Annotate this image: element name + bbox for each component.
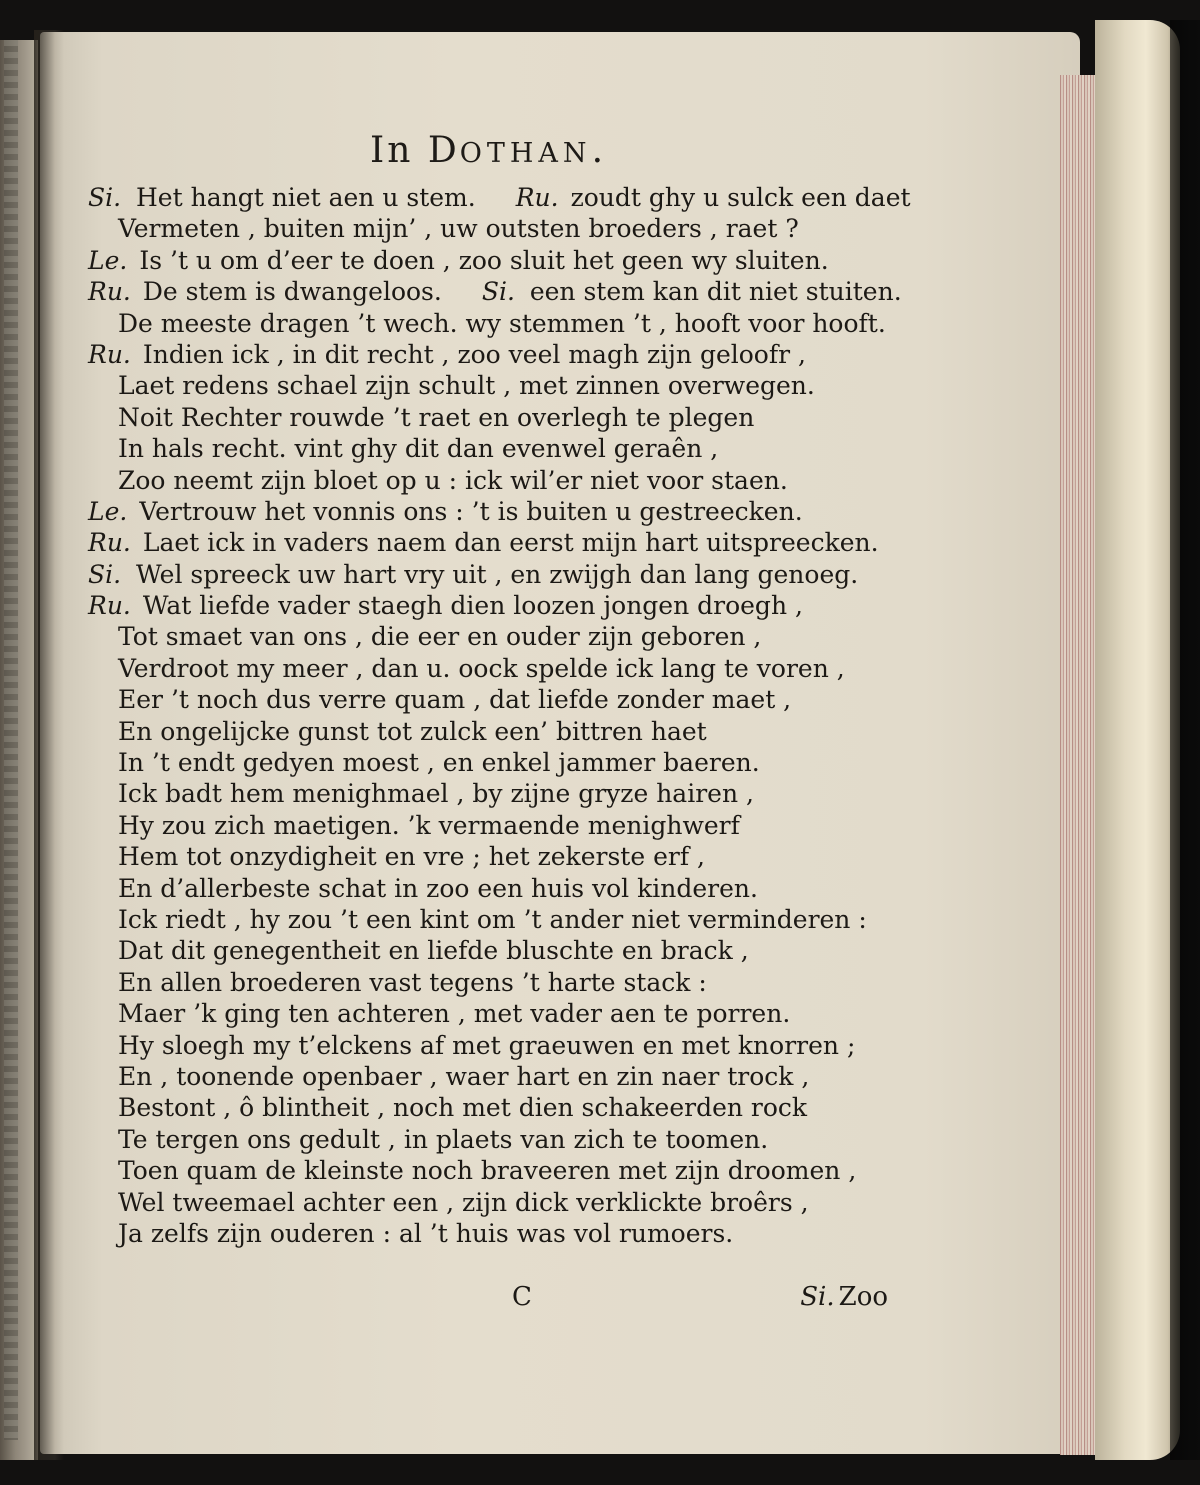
page-footer bbox=[88, 1282, 888, 1316]
verse-text-segment: Bestont , ô blintheit , noch met dien schakeerden rock bbox=[118, 1093, 808, 1123]
catchword-word: Zoo bbox=[838, 1282, 888, 1312]
verse-text-segment: Eer ’t noch dus verre quam , dat liefde zonder maet , bbox=[118, 685, 792, 715]
signature-mark: C bbox=[512, 1282, 532, 1312]
verse-text-segment: En , toonende openbaer , waer hart en zin naer trock , bbox=[118, 1061, 810, 1091]
verse-text-segment: De meeste dragen ’t wech. wy stemmen ’t , hooft voor hooft. bbox=[118, 308, 886, 338]
verse-text-segment: En ongelijcke gunst tot zulck een’ bittren haet bbox=[118, 716, 707, 746]
verse-text bbox=[88, 182, 958, 1249]
spine-binding bbox=[4, 40, 18, 1440]
verse-text-segment: Toen quam de kleinste noch braveeren met zijn droomen , bbox=[118, 1156, 857, 1186]
verse-line bbox=[88, 308, 958, 339]
verse-line bbox=[88, 559, 958, 590]
verse-text-segment: Tot smaet van ons , die eer en ouder zijn geboren , bbox=[118, 622, 762, 652]
running-head-rest: OTHAN bbox=[459, 138, 592, 169]
verse-text-segment: Wel tweemael achter een , zijn dick verklickte broêrs , bbox=[118, 1187, 809, 1217]
verse-text-segment: Noit Rechter rouwde ’t raet en overlegh te plegen bbox=[118, 402, 755, 432]
verse-line bbox=[88, 276, 958, 307]
verse-text-segment: En d’allerbeste schat in zoo een huis vol kinderen. bbox=[118, 873, 758, 903]
speaker-label: Ru. bbox=[88, 277, 131, 307]
verse-line bbox=[88, 496, 958, 527]
verse-text-segment: Maer ’k ging ten achteren , met vader aen te porren. bbox=[118, 999, 791, 1029]
verse-text-segment: Te tergen ons gedult , in plaets van zich te toomen. bbox=[118, 1124, 769, 1154]
verse-text-segment: Ja zelfs zijn ouderen : al ’t huis was vol rumoers. bbox=[118, 1218, 734, 1248]
verse-text-segment: een stem kan dit niet stuiten. bbox=[529, 277, 902, 307]
speaker-label: Ru. bbox=[88, 528, 131, 558]
verse-line bbox=[88, 1187, 958, 1218]
verse-text-segment: zoudt ghy u sulck een daet bbox=[570, 183, 911, 212]
verse-line bbox=[88, 1218, 958, 1249]
verse-line bbox=[88, 590, 958, 621]
speaker-label: Si. bbox=[481, 277, 515, 307]
catchword bbox=[800, 1282, 888, 1312]
verse-line bbox=[88, 684, 958, 715]
verse-text-segment: Zoo neemt zijn bloet op u : ick wil’er niet voor staen. bbox=[118, 465, 788, 495]
verse-line bbox=[88, 339, 958, 370]
verse-line bbox=[88, 653, 958, 684]
vellum-cover bbox=[1095, 20, 1180, 1460]
verse-line bbox=[88, 402, 958, 433]
verse-text-segment: Laet ick in vaders naem dan eerst mijn hart uitspreecken. bbox=[142, 528, 879, 558]
verse-text-segment: Laet redens schael zijn schult , met zinnen overwegen. bbox=[118, 371, 815, 401]
speaker-label: Le. bbox=[88, 496, 128, 526]
verse-line bbox=[88, 873, 958, 904]
verse-text-segment: En allen broederen vast tegens ’t harte stack : bbox=[118, 967, 707, 997]
verse-line bbox=[88, 998, 958, 1029]
catchword-speaker: Si. bbox=[800, 1282, 835, 1312]
verse-text-segment: Ick badt hem menighmael , by zijne gryze hairen , bbox=[118, 779, 754, 809]
verse-line bbox=[88, 747, 958, 778]
verse-line bbox=[88, 433, 958, 464]
verse-line bbox=[88, 935, 958, 966]
verse-text-segment: Vermeten , buiten mijn’ , uw outsten broeders , raet ? bbox=[118, 214, 799, 244]
verse-line bbox=[88, 1155, 958, 1186]
running-head-first: In bbox=[370, 130, 414, 171]
verse-text-segment: In ’t endt gedyen moest , en enkel jammer baeren. bbox=[118, 748, 760, 778]
speaker-label: Si. bbox=[88, 559, 122, 589]
verse-text-segment: Wat liefde vader staegh dien loozen jongen droegh , bbox=[142, 591, 803, 621]
verse-line bbox=[88, 810, 958, 841]
verse-line bbox=[88, 1092, 958, 1123]
verse-text-segment: Wel spreeck uw hart vry uit , en zwijgh dan lang genoeg. bbox=[136, 559, 859, 589]
running-head bbox=[370, 130, 606, 171]
running-head-end: . bbox=[591, 130, 607, 171]
cover-shadow bbox=[1170, 20, 1200, 1460]
verse-line bbox=[88, 904, 958, 935]
verse-text-segment: Hem tot onzydigheit en vre ; het zekerste erf , bbox=[118, 842, 705, 872]
verse-line bbox=[88, 716, 958, 747]
verse-line bbox=[88, 245, 958, 276]
running-head-cap: D bbox=[427, 130, 460, 171]
verse-text-segment: Hy sloegh my t’elckens af met graeuwen en met knorren ; bbox=[118, 1030, 856, 1060]
verse-line bbox=[88, 1124, 958, 1155]
speaker-label: Ru. bbox=[88, 339, 131, 369]
speaker-label: Ru. bbox=[515, 183, 559, 212]
verse-line bbox=[88, 527, 958, 558]
verse-text-segment: In hals recht. vint ghy dit dan evenwel geraên , bbox=[118, 434, 719, 464]
verse-line bbox=[88, 621, 958, 652]
verse-text-segment: Vertrouw het vonnis ons : ’t is buiten u gestreecken. bbox=[139, 496, 803, 526]
verse-line bbox=[88, 778, 958, 809]
verse-text-segment: Is ’t u om d’eer te doen , zoo sluit het geen wy sluiten. bbox=[139, 245, 829, 275]
verse-text-segment: Ick riedt , hy zou ’t een kint om ’t ander niet verminderen : bbox=[118, 904, 867, 934]
speaker-label: Si. bbox=[88, 183, 122, 212]
speaker-label: Le. bbox=[88, 245, 128, 275]
verse-line bbox=[88, 465, 958, 496]
gutter-shadow bbox=[34, 30, 64, 1460]
verse-text-segment: Indien ick , in dit recht , zoo veel magh zijn geloofr , bbox=[142, 339, 806, 369]
verse-text-segment: Verdroot my meer , dan u. oock spelde ick lang te voren , bbox=[118, 653, 845, 683]
verse-line bbox=[88, 182, 958, 213]
verse-line bbox=[88, 1030, 958, 1061]
verse-text-segment: De stem is dwangeloos. bbox=[142, 277, 442, 307]
verse-text-segment: Hy zou zich maetigen. ’k vermaende menighwerf bbox=[118, 810, 740, 840]
verse-text-segment: Het hangt niet aen u stem. bbox=[136, 183, 476, 212]
verse-text-segment: Dat dit genegentheit en liefde bluschte en brack , bbox=[118, 936, 749, 966]
verse-line bbox=[88, 1061, 958, 1092]
verse-line bbox=[88, 967, 958, 998]
verse-line bbox=[88, 213, 958, 244]
verse-line bbox=[88, 370, 958, 401]
speaker-label: Ru. bbox=[88, 591, 131, 621]
verse-line bbox=[88, 841, 958, 872]
